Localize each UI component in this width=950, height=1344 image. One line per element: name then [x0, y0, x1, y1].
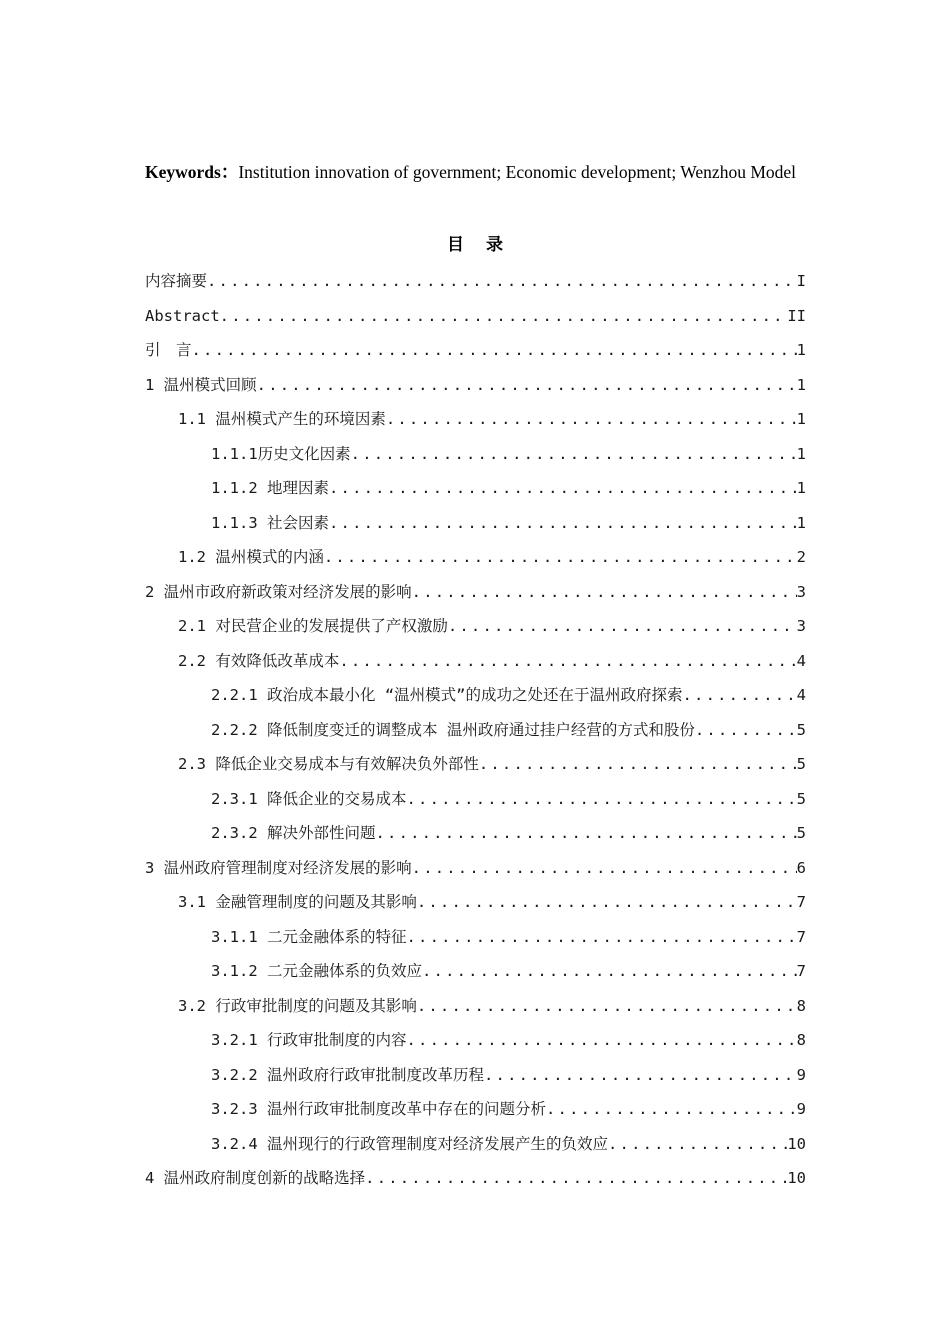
toc-entry-page: 1 — [796, 375, 806, 394]
keywords-paragraph — [145, 154, 807, 191]
toc-entry-label: Abstract — [145, 306, 220, 325]
toc-leader-dots — [329, 506, 797, 541]
toc-leader-dots — [220, 299, 788, 334]
keywords-label: Keywords： — [145, 162, 239, 182]
toc-entry[interactable] — [145, 402, 806, 437]
toc-entry-page: II — [787, 306, 806, 325]
toc-leader-dots — [417, 885, 797, 920]
toc-entry-page: 10 — [787, 1134, 806, 1153]
toc-entry[interactable] — [145, 506, 806, 541]
toc-entry-label: 2.3 降低企业交易成本与有效解决负外部性 — [178, 755, 479, 773]
toc-leader-dots — [257, 368, 797, 403]
toc-entry[interactable] — [145, 264, 806, 299]
toc-entry-label: 2.2.2 降低制度变迁的调整成本 温州政府通过挂户经营的方式和股份 — [211, 720, 695, 739]
toc-entry-page: 7 — [796, 962, 806, 980]
toc-leader-dots — [351, 437, 797, 472]
toc-entry-page: I — [796, 272, 806, 290]
toc-leader-dots — [386, 402, 797, 437]
toc-entry-page: 1 — [796, 479, 806, 497]
toc-entry-page: 9 — [796, 1100, 806, 1118]
toc-entry-page: 4 — [796, 651, 806, 670]
toc-entry[interactable] — [145, 747, 806, 782]
toc-leader-dots — [376, 816, 797, 851]
toc-entry-label: 2.3.2 解决外部性问题 — [211, 824, 376, 842]
toc-entry-label: 1.1.3 社会因素 — [211, 513, 329, 532]
toc-entry-label: 3.2.4 温州现行的行政管理制度对经济发展产生的负效应 — [211, 1134, 608, 1153]
toc-entry[interactable] — [145, 471, 806, 506]
toc-leader-dots — [695, 713, 797, 748]
toc-entry-label: 3.2.1 行政审批制度的内容 — [211, 1031, 407, 1049]
toc-entry-page: 1 — [796, 410, 806, 428]
toc-entry[interactable] — [145, 920, 806, 955]
toc-leader-dots — [407, 920, 797, 955]
toc-entry-page: 5 — [796, 720, 806, 739]
toc-entry[interactable] — [145, 1023, 806, 1058]
toc-entry-page: 1 — [796, 341, 806, 359]
toc-entry-label: 1.1.2 地理因素 — [211, 479, 329, 497]
toc-leader-dots — [417, 989, 797, 1024]
toc-entry-label: 4 温州政府制度创新的战略选择 — [145, 1169, 366, 1187]
toc-entry-page: 6 — [796, 858, 806, 877]
toc-entry-label: 3.2.3 温州行政审批制度改革中存在的问题分析 — [211, 1100, 546, 1118]
toc-leader-dots — [329, 471, 797, 506]
toc-entry-label: 3.1 金融管理制度的问题及其影响 — [178, 893, 417, 911]
toc-entry[interactable] — [145, 816, 806, 851]
toc-entry-label: 2.1 对民营企业的发展提供了产权激励 — [178, 617, 448, 635]
toc-entry-page: 1 — [796, 513, 806, 532]
toc-entry-label: 3.1.2 二元金融体系的负效应 — [211, 962, 422, 980]
toc-entry-page: 7 — [796, 927, 806, 946]
toc-entry-page: 8 — [796, 996, 806, 1015]
toc-entry-label: 引 言 — [145, 341, 192, 359]
toc-entry-page: 4 — [796, 686, 806, 704]
toc-entry-page: 3 — [796, 617, 806, 635]
toc-entry-label: 3.2 行政审批制度的问题及其影响 — [178, 996, 417, 1015]
toc-leader-dots — [412, 575, 797, 610]
toc-entry-page: 10 — [787, 1169, 806, 1187]
toc-entry-label: 2.3.1 降低企业的交易成本 — [211, 789, 407, 808]
toc-entry[interactable] — [145, 299, 806, 334]
toc-leader-dots — [324, 540, 797, 575]
toc-entry-page: 1 — [796, 444, 806, 463]
toc-entry-page: 9 — [796, 1065, 806, 1084]
toc-leader-dots — [479, 747, 797, 782]
toc-leader-dots — [422, 954, 797, 989]
toc-entry[interactable] — [145, 713, 806, 748]
toc-leader-dots — [683, 678, 797, 713]
toc-entry-label: 3.2.2 温州政府行政审批制度改革历程 — [211, 1065, 484, 1084]
table-of-contents — [145, 264, 806, 1196]
toc-entry[interactable] — [145, 333, 806, 368]
toc-entry-page: 5 — [796, 824, 806, 842]
toc-entry[interactable] — [145, 437, 806, 472]
toc-entry-label: 1.2 温州模式的内涵 — [178, 548, 324, 566]
toc-entry[interactable] — [145, 609, 806, 644]
toc-entry-label: 2.2.1 政治成本最小化 “温州模式”的成功之处还在于温州政府探索 — [211, 686, 683, 704]
toc-entry[interactable] — [145, 368, 806, 403]
toc-entry-page: 7 — [796, 893, 806, 911]
toc-leader-dots — [608, 1127, 787, 1162]
toc-entry-label: 1.1.1历史文化因素 — [211, 444, 351, 463]
toc-entry[interactable] — [145, 1058, 806, 1093]
toc-entry-page: 2 — [796, 548, 806, 566]
toc-entry-label: 内容摘要 — [145, 272, 208, 290]
toc-entry[interactable] — [145, 540, 806, 575]
toc-entry-label: 3.1.1 二元金融体系的特征 — [211, 927, 407, 946]
toc-entry[interactable] — [145, 885, 806, 920]
toc-entry[interactable] — [145, 1092, 806, 1127]
toc-entry-page: 8 — [796, 1031, 806, 1049]
toc-entry[interactable] — [145, 851, 806, 886]
toc-leader-dots — [407, 1023, 797, 1058]
toc-leader-dots — [365, 1161, 787, 1196]
toc-leader-dots — [407, 782, 797, 817]
toc-entry[interactable] — [145, 644, 806, 679]
toc-entry-label: 2.2 有效降低改革成本 — [178, 651, 340, 670]
toc-entry[interactable] — [145, 989, 806, 1024]
toc-entry-page: 5 — [796, 755, 806, 773]
toc-leader-dots — [207, 264, 797, 299]
toc-leader-dots — [448, 609, 797, 644]
toc-entry-label: 2 温州市政府新政策对经济发展的影响 — [145, 582, 412, 601]
toc-entry-label: 1.1 温州模式产生的环境因素 — [178, 410, 386, 428]
toc-leader-dots — [546, 1092, 797, 1127]
toc-entry[interactable] — [145, 678, 806, 713]
toc-leader-dots — [339, 644, 796, 679]
toc-entry[interactable] — [145, 575, 806, 610]
toc-entry-label: 1 温州模式回顾 — [145, 375, 257, 394]
keywords-text: Institution innovation of government; Economic development; Wenzhou Model — [238, 162, 797, 182]
toc-leader-dots — [192, 333, 797, 368]
toc-leader-dots — [484, 1058, 797, 1093]
toc-leader-dots — [412, 851, 797, 886]
toc-entry-page: 5 — [796, 789, 806, 808]
toc-entry[interactable] — [145, 1127, 806, 1162]
toc-entry[interactable] — [145, 954, 806, 989]
toc-entry-page: 3 — [796, 582, 806, 601]
toc-title: 目录 — [447, 235, 525, 255]
toc-entry[interactable] — [145, 782, 806, 817]
toc-entry[interactable] — [145, 1161, 806, 1196]
toc-entry-label: 3 温州政府管理制度对经济发展的影响 — [145, 858, 412, 877]
